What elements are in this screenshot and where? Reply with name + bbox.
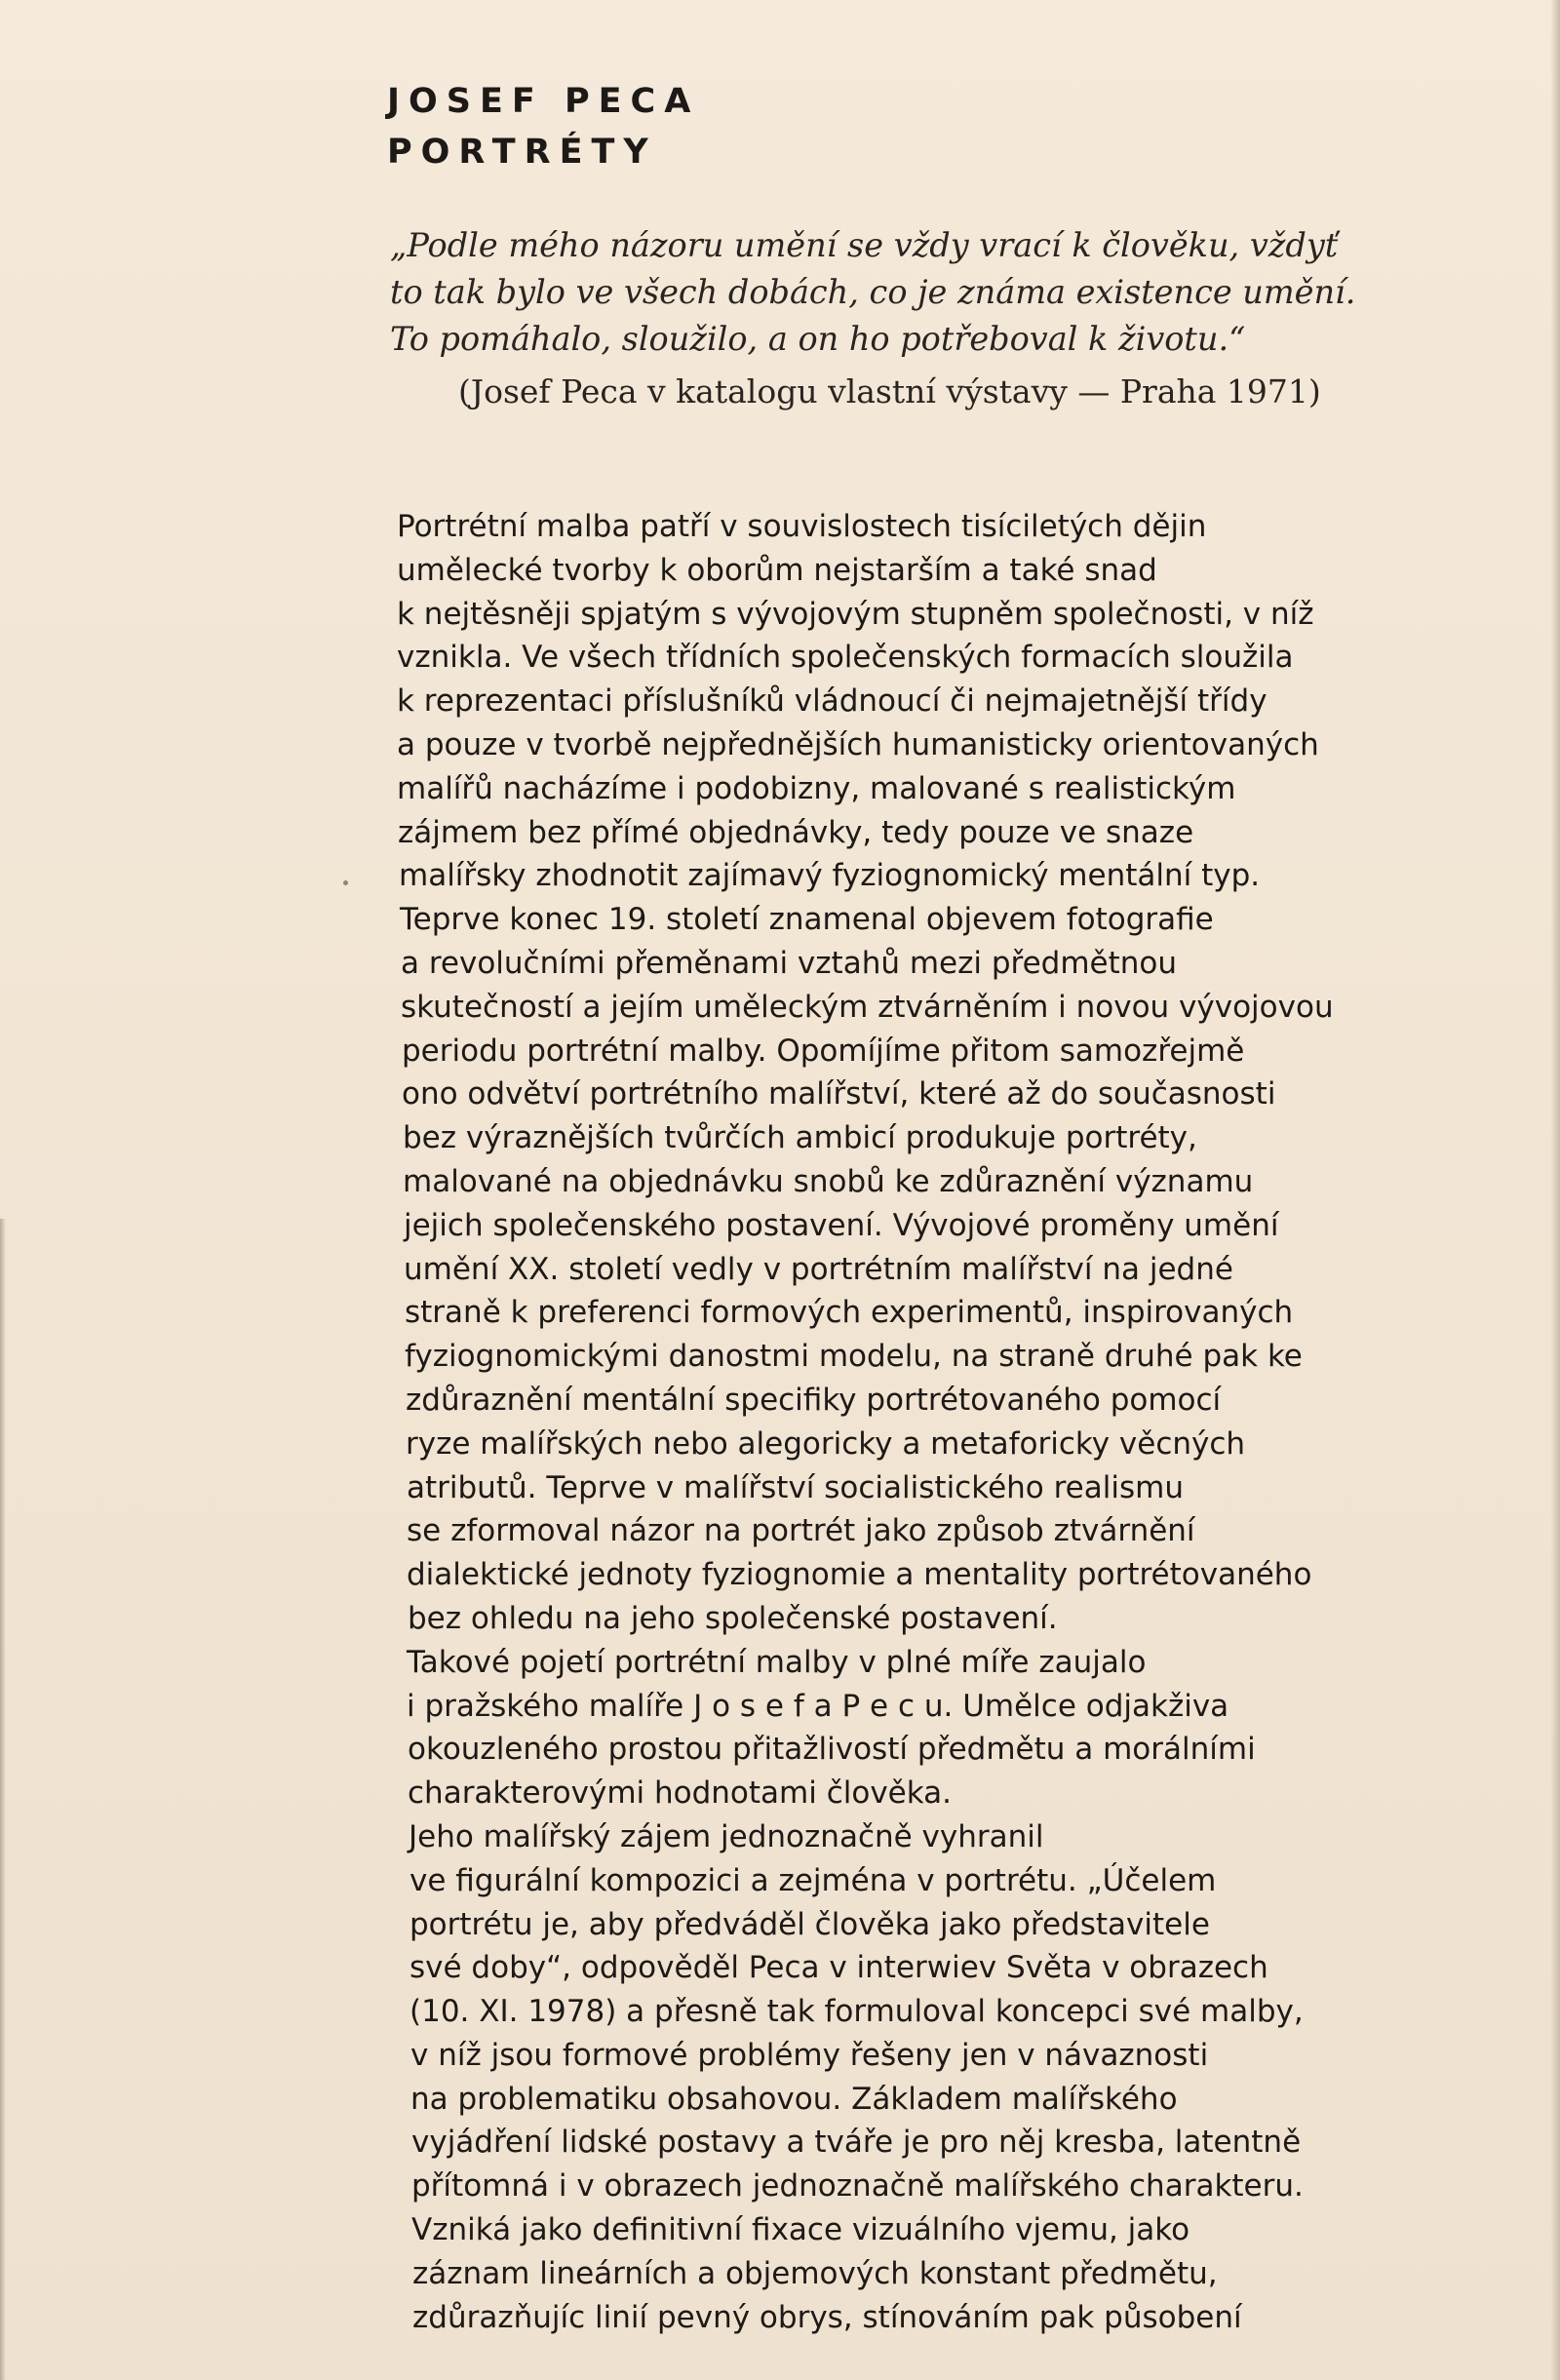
body-line: záznam lineárních a objemových konstant předmětu, <box>412 2255 1218 2291</box>
body-line: portrétu je, aby předváděl člověka jako představitele <box>410 1906 1210 1942</box>
body-line: Vzniká jako definitivní fixace vizuálního vjemu, jako <box>411 2212 1190 2248</box>
epigraph-line: To pomáhalo, sloužilo, a on ho potřeboval k životu.“ <box>390 320 1246 358</box>
page-shadow-right <box>1550 0 1560 2380</box>
page-shadow-left <box>0 1219 6 2380</box>
body-line: jejich společenského postavení. Vývojové proměny umění <box>404 1207 1279 1243</box>
body-line: na problematiku obsahovou. Základem malířského <box>410 2081 1178 2117</box>
body-line: ono odvětví portrétního malířství, které až do současnosti <box>402 1076 1276 1112</box>
epigraph <box>390 222 1482 363</box>
body-line: fyziognomickými danostmi modelu, na straně druhé pak ke <box>405 1339 1303 1375</box>
body-line: malované na objednávku snobů ke zdůraznění významu <box>403 1163 1254 1199</box>
body-line: ve figurální kompozici a zejména v portrétu. „Účelem <box>410 1862 1217 1898</box>
body-text <box>397 505 1489 2339</box>
body-line: k reprezentaci příslušníků vládnoucí či nejmajetnější třídy <box>397 683 1268 720</box>
body-line: vyjádření lidské postavy a tváře je pro něj kresba, latentně <box>411 2125 1302 2161</box>
author-name: JOSEF PECA <box>387 82 700 121</box>
body-line: se zformoval názor na portrét jako způsob ztvárnění <box>407 1513 1195 1549</box>
body-line: i pražského malíře J o s e f a P e c u. Umělce odjakživa <box>407 1688 1229 1724</box>
body-line: k nejtěsněji spjatým s vývojovým stupněm společnosti, v níž <box>397 596 1314 632</box>
body-line: umění XX. století vedly v portrétním malířství na jedné <box>404 1251 1233 1287</box>
body-line: Takové pojetí portrétní malby v plné míře zaujalo <box>407 1644 1147 1680</box>
body-line: Portrétní malba patří v souvislostech tisíciletých dějin <box>397 509 1207 544</box>
body-line: zájmem bez přímé objednávky, tedy pouze ve snaze <box>398 814 1194 850</box>
body-line: (10. XI. 1978) a přesně tak formuloval koncepci své malby, <box>410 1994 1304 2030</box>
body-line: atributů. Teprve v malířství socialistického realismu <box>407 1469 1184 1505</box>
body-line: umělecké tvorby k oborům nejstarším a také snad <box>397 552 1157 588</box>
body-line: v níž jsou formové problémy řešeny jen v návaznosti <box>410 2037 1209 2073</box>
epigraph-line: „Podle mého názoru umění se vždy vrací k člověku, vždyť <box>390 226 1339 264</box>
print-speck <box>343 880 348 885</box>
body-line: vznikla. Ve všech třídních společenských formacích sloužila <box>397 640 1294 676</box>
body-line: přítomná i v obrazech jednoznačně malířského charakteru. <box>411 2168 1304 2204</box>
body-line: periodu portrétní malby. Opomíjíme přitom samozřejmě <box>402 1033 1245 1069</box>
body-line: malířů nacházíme i podobizny, malované s realistickým <box>397 770 1236 806</box>
document-title: PORTRÉTY <box>387 133 657 172</box>
body-line: bez výraznějších tvůrčích ambicí produkuje portréty, <box>403 1120 1197 1156</box>
body-line: okouzleného prostou přitažlivostí předmětu a morálními <box>408 1732 1256 1768</box>
body-line: malířsky zhodnotit zajímavý fyziognomický mentální typ. <box>399 858 1261 894</box>
epigraph-line: to tak bylo ve všech dobách, co je známa existence umění. <box>390 273 1356 311</box>
body-line: bez ohledu na jeho společenské postavení. <box>408 1600 1058 1636</box>
body-line: své doby“, odpověděl Peca v interwiev Světa v obrazech <box>410 1950 1268 1986</box>
body-line: Jeho malířský zájem jednoznačně vyhranil <box>409 1818 1044 1854</box>
epigraph-source: (Josef Peca v katalogu vlastní výstavy — Praha 1971) <box>458 372 1321 410</box>
heading <box>387 76 699 177</box>
body-line: ryze malířských nebo alegoricky a metaforicky věcných <box>406 1425 1246 1462</box>
body-line: zdůraznění mentální specifiky portrétovaného pomocí <box>406 1382 1222 1418</box>
body-line: skutečností a jejím uměleckým ztvárněním i novou vývojovou <box>401 989 1334 1025</box>
body-line: a pouze v tvorbě nejpřednějších humanisticky orientovaných <box>397 726 1319 762</box>
body-line: zdůrazňujíc linií pevný obrys, stínováním pak působení <box>412 2299 1242 2335</box>
body-line: straně k preferenci formových experimentů, inspirovaných <box>405 1295 1294 1331</box>
body-line: charakterovými hodnotami člověka. <box>408 1775 953 1812</box>
body-line: dialektické jednoty fyziognomie a mentality portrétovaného <box>407 1557 1312 1593</box>
body-line: a revolučními přeměnami vztahů mezi předmětnou <box>401 945 1178 981</box>
body-line: Teprve konec 19. století znamenal objevem fotografie <box>400 902 1214 938</box>
